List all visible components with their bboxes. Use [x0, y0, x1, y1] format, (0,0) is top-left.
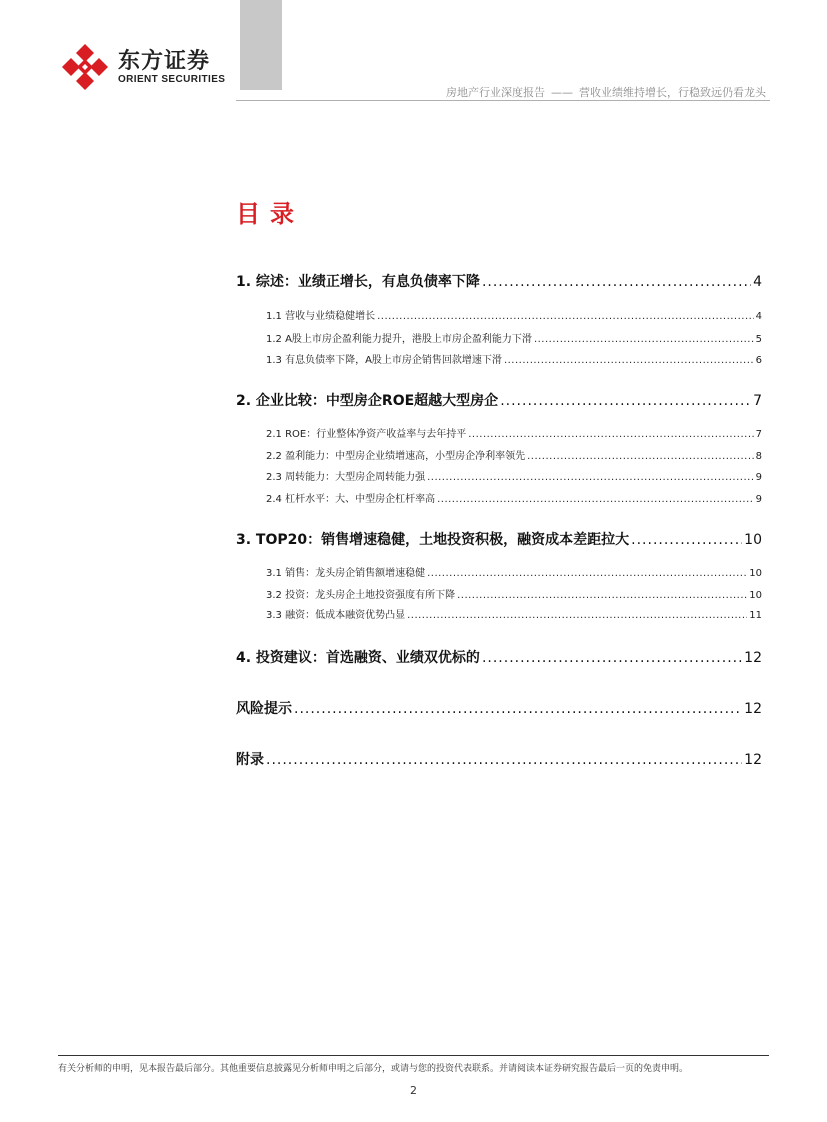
toc-entry-section[interactable]: [236, 698, 762, 718]
toc-entry-subsection[interactable]: [266, 564, 762, 579]
toc-entry-page: 7: [755, 429, 762, 440]
toc-entry-page: 4: [753, 274, 762, 290]
toc-leader-dots: [482, 650, 742, 666]
toc-entry-text: 3.1 销售：龙头房企销售额增速稳健: [266, 568, 426, 579]
header-dash: ——: [551, 86, 573, 99]
toc-entry-page: 8: [755, 451, 762, 462]
toc-entry-text: 2.4 杠杆水平：大、中型房企杠杆率高: [266, 494, 436, 505]
toc-entry-section[interactable]: [236, 390, 762, 410]
toc-entry-subsection[interactable]: [266, 606, 762, 621]
toc-leader-dots: [482, 274, 751, 290]
report-type: 房地产行业深度报告: [446, 86, 545, 99]
toc-entry-section[interactable]: [236, 647, 762, 667]
toc-entry-subsection[interactable]: [266, 468, 762, 483]
toc-entry-subsection[interactable]: [266, 307, 762, 322]
toc-title: 目录: [236, 200, 304, 228]
toc-entry-page: 11: [749, 610, 762, 621]
toc-leader-dots: [527, 451, 754, 462]
toc-leader-dots: [504, 355, 754, 366]
toc-entry-page: 4: [755, 311, 762, 322]
toc-entry-page: 5: [755, 334, 762, 345]
toc-entry-text: 风险提示: [236, 701, 292, 717]
toc-entry-page: 7: [753, 393, 762, 409]
toc-entry-page: 9: [755, 494, 762, 505]
toc-entry-text: 3.2 投资：龙头房企土地投资强度有所下降: [266, 590, 456, 601]
toc-entry-text: 2.1 ROE：行业整体净资产收益率与去年持平: [266, 429, 467, 440]
toc-leader-dots: [534, 334, 754, 345]
orient-securities-logo-icon: [60, 42, 110, 92]
toc-entry-section[interactable]: [236, 529, 762, 549]
toc-entry-section[interactable]: [236, 271, 762, 291]
toc-entry-text: 2.3 周转能力：大型房企周转能力强: [266, 472, 426, 483]
page-number: 2: [410, 1084, 417, 1097]
toc-leader-dots: [377, 311, 754, 322]
toc-entry-section[interactable]: [236, 749, 762, 769]
toc-entry-page: 12: [744, 701, 762, 717]
toc-entry-text: 附录: [236, 752, 264, 768]
toc-leader-dots: [468, 429, 753, 440]
toc-entry-text: 3. TOP20：销售增速稳健，土地投资积极，融资成本差距拉大: [236, 532, 630, 548]
toc-leader-dots: [500, 393, 751, 409]
toc-leader-dots: [294, 701, 742, 717]
report-subtitle: 营收业绩维持增长，行稳致远仍看龙头: [579, 86, 766, 99]
toc-leader-dots: [437, 494, 754, 505]
toc-entry-text: 1.2 A股上市房企盈利能力提升，港股上市房企盈利能力下滑: [266, 334, 532, 345]
toc-entry-subsection[interactable]: [266, 490, 762, 505]
brand-logo: [60, 42, 250, 92]
toc-entry-page: 10: [749, 590, 762, 601]
toc-entry-subsection[interactable]: [266, 330, 762, 345]
brand-name-en: ORIENT SECURITIES: [118, 74, 226, 85]
toc-entry-text: 1.1 营收与业绩稳健增长: [266, 311, 376, 322]
toc-leader-dots: [427, 568, 747, 579]
toc-entry-page: 12: [744, 650, 762, 666]
toc-entry-page: 6: [755, 355, 762, 366]
toc-entry-page: 9: [755, 472, 762, 483]
toc-entry-subsection[interactable]: [266, 447, 762, 462]
toc-entry-page: 10: [749, 568, 762, 579]
brand-name-cn: 东方证券: [118, 49, 211, 74]
report-header: [446, 84, 766, 100]
toc-entry-text: 3.3 融资：低成本融资优势凸显: [266, 610, 406, 621]
toc-entry-subsection[interactable]: [266, 586, 762, 601]
toc-leader-dots: [266, 752, 742, 768]
toc-leader-dots: [457, 590, 747, 601]
toc-leader-dots: [427, 472, 754, 483]
footer-divider: [58, 1055, 769, 1056]
toc-entry-text: 1. 综述：业绩正增长，有息负债率下降: [236, 274, 480, 290]
footer-disclaimer: 有关分析师的申明，见本报告最后部分。其他重要信息披露见分析师申明之后部分，或请与您的投资代表联系。并请阅读本证券研究报告最后一页的免责申明。: [58, 1064, 689, 1074]
toc-entry-page: 10: [744, 532, 762, 548]
toc-entry-subsection[interactable]: [266, 425, 762, 440]
header-divider: [236, 100, 770, 101]
toc-entry-text: 1.3 有息负债率下降，A股上市房企销售回款增速下滑: [266, 355, 502, 366]
toc-entry-text: 2.2 盈利能力：中型房企业绩增速高，小型房企净利率领先: [266, 451, 526, 462]
toc-entry-page: 12: [744, 752, 762, 768]
toc-leader-dots: [407, 610, 747, 621]
toc-entry-subsection[interactable]: [266, 351, 762, 366]
toc-entry-text: 2. 企业比较：中型房企ROE超越大型房企: [236, 393, 499, 409]
toc-leader-dots: [631, 532, 742, 548]
toc-entry-text: 4. 投资建议：首选融资、业绩双优标的: [236, 650, 480, 666]
